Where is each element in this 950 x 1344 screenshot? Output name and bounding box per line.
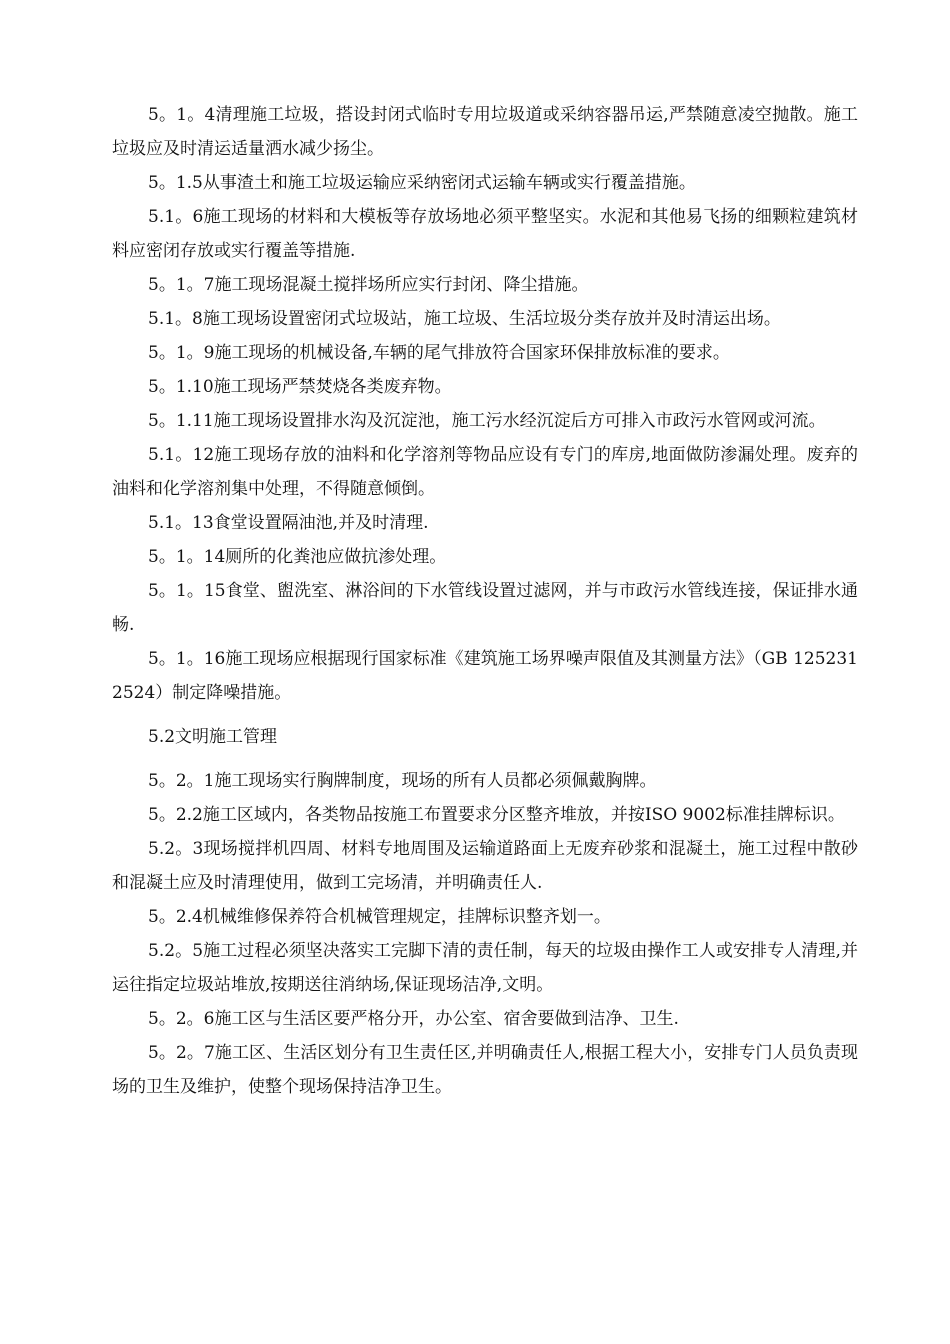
paragraph-5-1-14: 5。1。14厕所的化粪池应做抗渗处理。 [148, 547, 447, 567]
document-body [112, 98, 858, 1104]
paragraph-5-2-4: 5。2.4机械维修保养符合机械管理规定，挂牌标识整齐划一。 [148, 907, 611, 927]
paragraph-5-1-5: 5。1.5从事渣土和施工垃圾运输应采纳密闭式运输车辆或实行覆盖措施。 [148, 173, 696, 193]
paragraph-5-1-9: 5。1。9施工现场的机械设备,车辆的尾气排放符合国家环保排放标准的要求。 [148, 343, 730, 363]
paragraph-5-2-3: 5.2。3现场搅拌机四周、材料专地周围及运输道路面上无废弃砂浆和混凝土，施工过程中散砂和混凝土应及时清理使用，做到工完场清，并明确责任人. [112, 839, 858, 893]
paragraph-5-1-13: 5.1。13食堂设置隔油池,并及时清理. [148, 513, 429, 533]
paragraph-5-2-6: 5。2。6施工区与生活区要严格分开，办公室、宿舍要做到洁净、卫生. [148, 1009, 679, 1029]
paragraph-5-1-12: 5.1。12施工现场存放的油料和化学溶剂等物品应设有专门的库房,地面做防渗漏处理。废弃的油料和化学溶剂集中处理，不得随意倾倒。 [112, 445, 858, 499]
paragraph-5-2-2: 5。2.2施工区域内，各类物品按施工布置要求分区整齐堆放，并按ISO 9002标准挂牌标识。 [148, 805, 845, 825]
paragraph-5-1-7: 5。1。7施工现场混凝土搅拌场所应实行封闭、降尘措施。 [148, 275, 589, 295]
paragraph-5-1-11: 5。1.11施工现场设置排水沟及沉淀池，施工污水经沉淀后方可排入市政污水管网或河流。 [148, 411, 826, 431]
paragraph-5-1-8: 5.1。8施工现场设置密闭式垃圾站，施工垃圾、生活垃圾分类存放并及时清运出场。 [148, 309, 781, 329]
paragraph-5-1-4: 5。1。4清理施工垃圾，搭设封闭式临时专用垃圾道或采纳容器吊运,严禁随意凌空抛散。施工垃圾应及时清运适量洒水减少扬尘。 [112, 105, 858, 159]
section-heading-5-2: 5.2文明施工管理 [148, 727, 278, 747]
paragraph-5-2-5: 5.2。5施工过程必须坚决落实工完脚下清的责任制，每天的垃圾由操作工人或安排专人清理,并运往指定垃圾站堆放,按期送往消纳场,保证现场洁净,文明。 [112, 941, 858, 995]
paragraph-5-1-16: 5。1。16施工现场应根据现行国家标准《建筑施工场界噪声限值及其测量方法》（GB 1252312524）制定降噪措施。 [112, 649, 858, 703]
paragraph-5-1-15: 5。1。15食堂、盥洗室、淋浴间的下水管线设置过滤网，并与市政污水管线连接，保证排水通畅. [112, 581, 858, 635]
paragraph-5-2-7: 5。2。7施工区、生活区划分有卫生责任区,并明确责任人,根据工程大小，安排专门人员负责现场的卫生及维护，使整个现场保持洁净卫生。 [112, 1043, 858, 1097]
paragraph-5-1-10: 5。1.10施工现场严禁焚烧各类废弃物。 [148, 377, 452, 397]
paragraph-5-1-6: 5.1。6施工现场的材料和大模板等存放场地必须平整坚实。水泥和其他易飞扬的细颗粒建筑材料应密闭存放或实行覆盖等措施. [112, 207, 858, 261]
paragraph-5-2-1: 5。2。1施工现场实行胸牌制度，现场的所有人员都必须佩戴胸牌。 [148, 771, 657, 791]
